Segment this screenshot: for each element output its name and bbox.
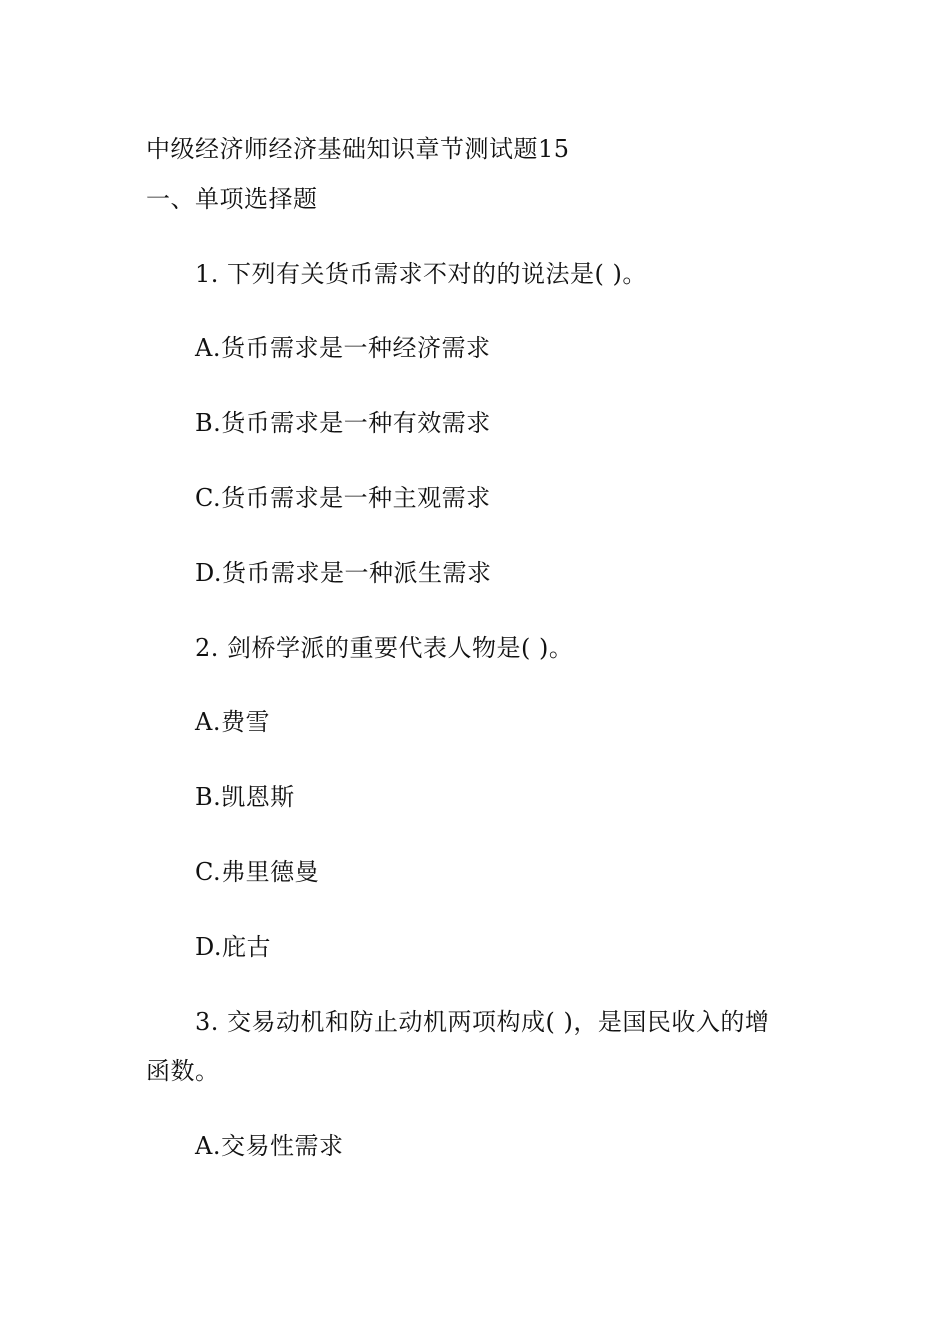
answer-option: A.交易性需求 [195, 1132, 344, 1160]
answer-option: C.货币需求是一种主观需求 [195, 484, 491, 512]
question-stem: 2. 剑桥学派的重要代表人物是( )。 [195, 634, 574, 662]
answer-option: C.弗里德曼 [195, 858, 320, 886]
document-title: 中级经济师经济基础知识章节测试题15 [146, 135, 570, 163]
question-stem: 1. 下列有关货币需求不对的的说法是( )。 [195, 260, 647, 288]
answer-option: B.货币需求是一种有效需求 [195, 409, 491, 437]
answer-option: A.费雪 [195, 708, 270, 736]
answer-option: B.凯恩斯 [195, 783, 295, 811]
question-stem-continuation: 函数。 [146, 1057, 220, 1085]
answer-option: D.货币需求是一种派生需求 [195, 559, 492, 587]
question-stem: 3. 交易动机和防止动机两项构成( )，是国民收入的增 [195, 1008, 770, 1036]
answer-option: A.货币需求是一种经济需求 [195, 334, 491, 362]
answer-option: D.庇古 [195, 933, 272, 961]
section-heading: 一、单项选择题 [146, 185, 318, 213]
